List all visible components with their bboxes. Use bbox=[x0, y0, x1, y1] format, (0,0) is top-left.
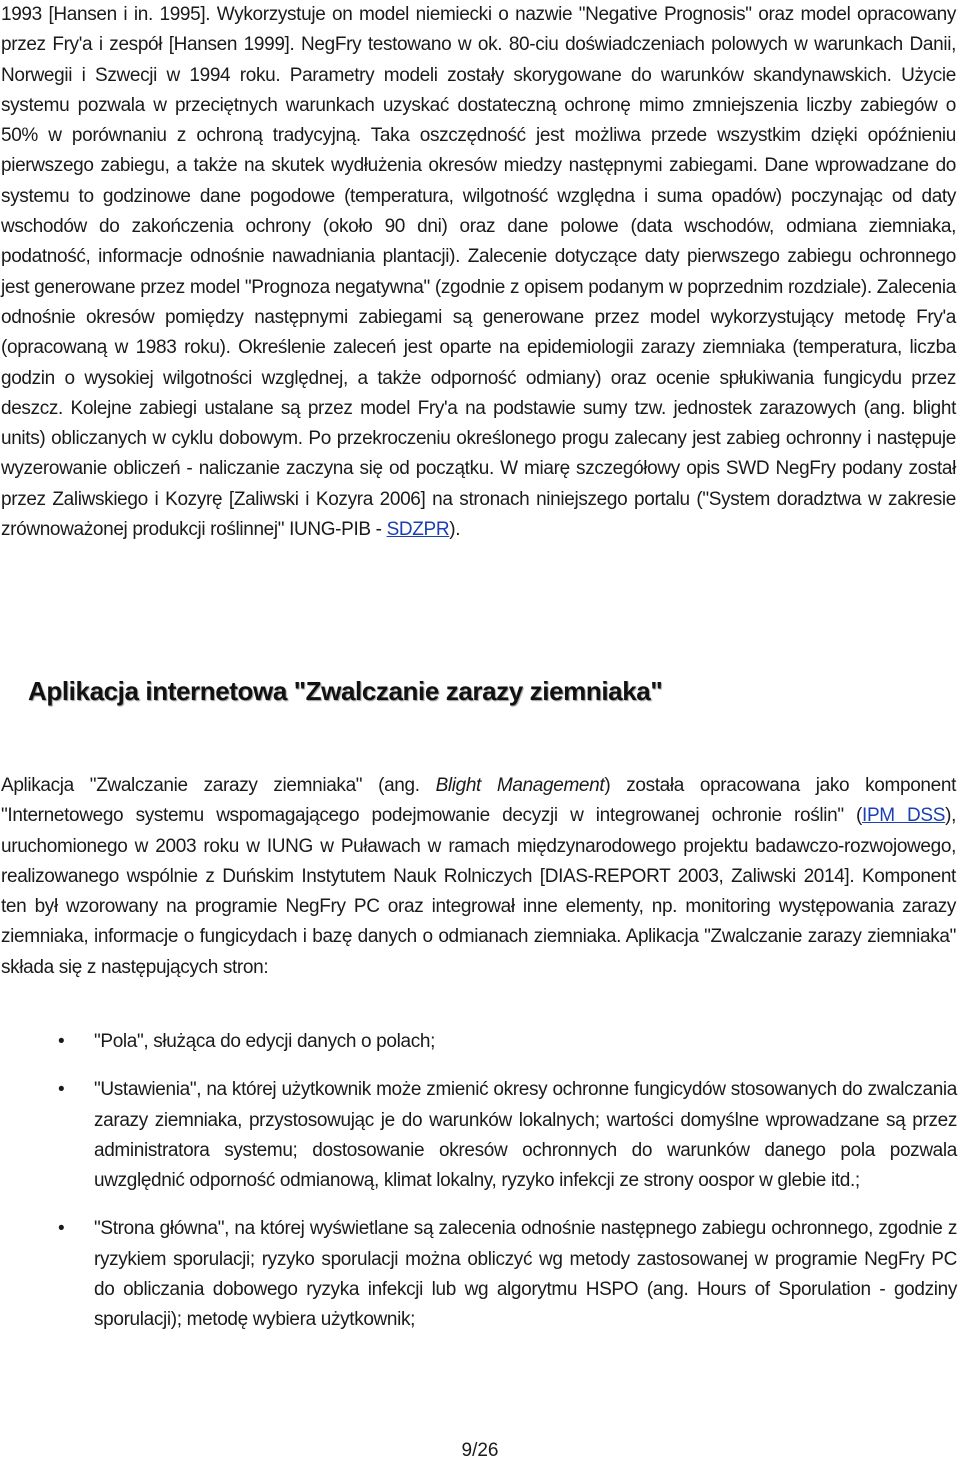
list-item bbox=[0, 1027, 957, 1057]
bullet-icon: • bbox=[58, 1079, 65, 1101]
list-item-text: "Strona główna", na której wyświetlane są zalecenia odnośnie następnego zabiegu ochronnego, zgodnie z ryzykiem sporulacji; ryzyko sporulacji można obliczyć wg metody zastosowanej w programie NegFry PC do obliczania dobowego ryzyka infekcji lub wg algorytmu HSPO (ang. Hours of Sporulation - godziny sporulacji); metodę wybiera użytkownik; bbox=[94, 1218, 957, 1331]
bullet-icon: • bbox=[58, 1031, 65, 1052]
paragraph-text: ), uruchomionego w 2003 roku w IUNG w Puławach w ramach międzynarodowego projektu badawczo-rozwojowego, realizowanego wspólnie z Duńskim Instytutem Nauk Rolniczych [DIAS-REPORT 2003, Zaliwski 2014]. Komponent ten był wzorowany na programie NegFry PC oraz integrował inne elementy, np. monitoring występowania zarazy ziemniaka, informacje o fungicydach i bazę danych o odmianach ziemniaka. Aplikacja "Zwalczanie zarazy ziemniaka" składa się z następujących stron: bbox=[1, 805, 956, 978]
bullet-icon: • bbox=[58, 1218, 65, 1240]
ipm-dss-link[interactable]: IPM DSS bbox=[862, 805, 946, 827]
list-item-text: "Ustawienia", na której użytkownik może zmienić okresy ochronne fungicydów stosowanych do zwalczania zarazy ziemniaka, przystosowując je do warunków lokalnych; wartości domyślne wprowadzane są przez administratora systemu; dostosowanie okresów ochronnych do warunków danego pola pozwala uwzględnić odporność odmianową, klimat lokalny, ryzyko infekcji ze strony oospor w glebie itd.; bbox=[94, 1079, 957, 1192]
list-item bbox=[0, 1075, 957, 1196]
list-item bbox=[0, 1214, 957, 1335]
page-number: 9/26 bbox=[461, 1440, 499, 1461]
sdzpr-link[interactable]: SDZPR bbox=[386, 519, 450, 541]
paragraph-blight-management bbox=[1, 771, 956, 983]
italic-term: Blight Management bbox=[435, 775, 605, 796]
paragraph-text: Aplikacja "Zwalczanie zarazy ziemniaka" (ang. bbox=[1, 775, 436, 796]
paragraph-text: 1993 [Hansen i in. 1995]. Wykorzystuje on model niemiecki o nazwie "Negative Prognosis" oraz model opracowany przez Fry'a i zespół [Hansen 1999]. NegFry testowano w ok. 80-ciu doświadczeniach polowych w warunkach Danii, Norwegii i Szwecji w 1994 roku. Parametry modeli zostały skorygowane do warunków skandynawskich. Użycie systemu pozwala w przeciętnych warunkach uzyskać dostateczną ochronę mimo zmniejszenia liczby zabiegów o 50% w porównaniu z ochroną tradycyjną. Taka oszczędność jest możliwa przede wszystkim dzięki opóźnieniu pierwszego zabiegu, a także na skutek wydłużenia okresów miedzy następnymi zabiegami. Dane wprowadzane do systemu to godzinowe dane pogodowe (temperatura, wilgotność względna i suma opadów) poczynając od daty wschodów do zakończenia ochrony (około 90 dni) oraz dane polowe (data wschodów, odmiana ziemniaka, podatność, informacje odnośnie nawadniania plantacji). Zalecenie dotyczące daty pierwszego zabiegu ochronnego jest generowane przez model "Prognoza negatywna" (zgodnie z opisem podanym w poprzednim rozdziale). Zalecenia odnośnie okresów pomiędzy następnymi zabiegami są generowane przez model wykorzystujący metodę Fry'a (opracowaną w 1983 roku). Określenie zaleceń jest oparte na epidemiologii zarazy ziemniaka (temperatura, liczba godzin o wysokiej wilgotności względnej, a także odporność odmiany) oraz ocenie spłukiwania fungicydu przez deszcz. Kolejne zabiegi ustalane są przez model Fry'a na podstawie sumy tzw. jednostek zarazowych (ang. blight units) obliczanych w cyklu dobowym. Po przekroczeniu określonego progu zalecany jest zabieg ochronny i następuje wyzerowanie obliczeń - naliczanie zaczyna się od początku. W miarę szczegółowy opis SWD NegFry podany został przez Zaliwskiego i Kozyrę [Zaliwski i Kozyra 2006] na stronach niniejszego portalu ("System doradztwa w zakresie zrównoważonej produkcji roślinnej" IUNG-PIB - bbox=[1, 4, 956, 541]
pages-list bbox=[0, 1027, 957, 1336]
list-item-text: "Pola", służąca do edycji danych o polach; bbox=[94, 1031, 436, 1052]
paragraph-text: ) została opracowana jako komponent "Internetowego systemu wspomagającego podejmowanie decyzji w integrowanej ochronie roślin" ( bbox=[1, 775, 956, 827]
section-heading: Aplikacja internetowa "Zwalczanie zarazy ziemniaka" bbox=[28, 676, 663, 706]
paragraph-text: ). bbox=[449, 519, 461, 541]
paragraph-negfry bbox=[1, 0, 956, 545]
